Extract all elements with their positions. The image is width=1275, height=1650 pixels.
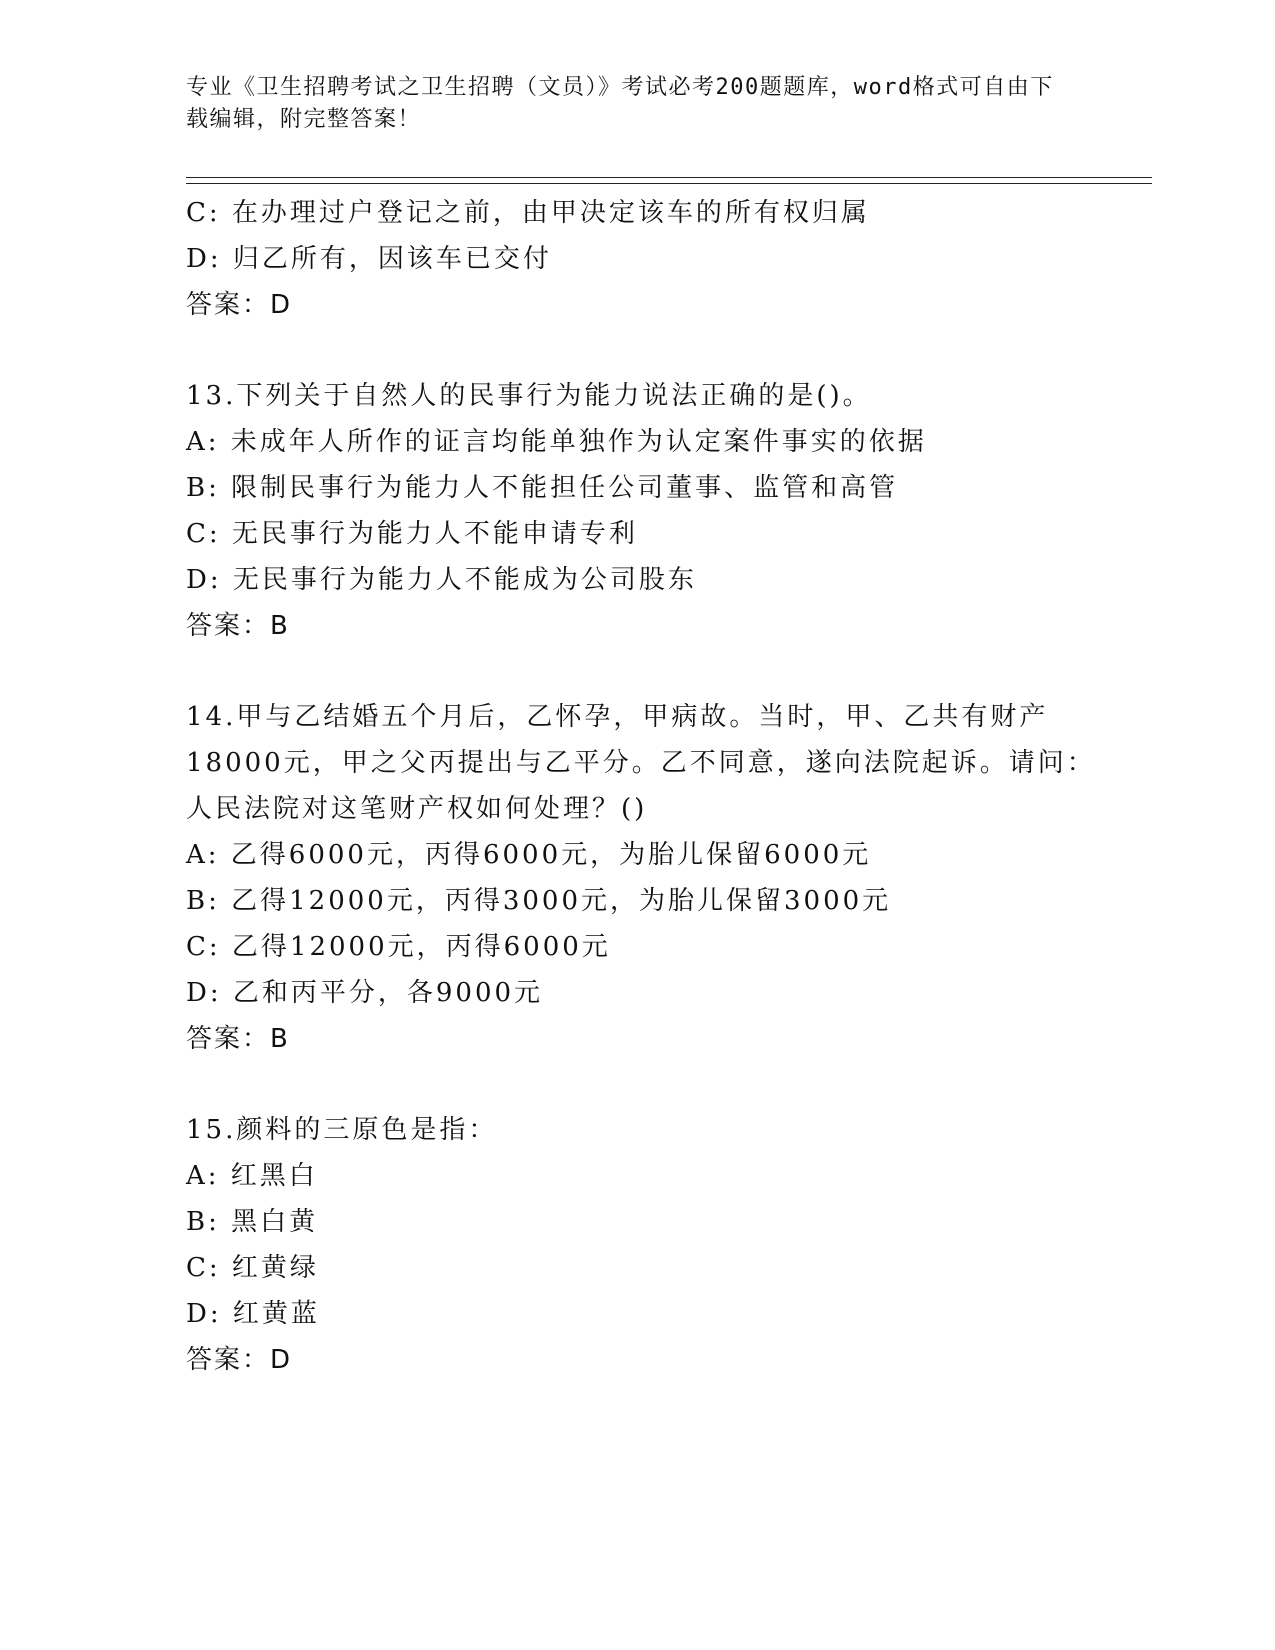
header-divider-top [186,177,1152,178]
option-b: B: 黑白黄 [186,1207,319,1237]
answer: 答案：B [186,611,290,641]
question-block-13 [186,373,1086,649]
question-stem-line-2: 18000元，甲之父丙提出与乙平分。乙不同意，遂向法院起诉。请问： [186,748,1096,778]
option-a: A: 红黑白 [186,1161,318,1191]
spacer [186,649,1086,694]
header-divider-bottom [186,183,1152,184]
question-list [186,190,1096,1383]
question-stem-line-1: 14.甲与乙结婚五个月后，乙怀孕，甲病故。当时，甲、乙共有财产 [186,702,1049,732]
option-b: B: 限制民事行为能力人不能担任公司董事、监管和高管 [186,473,899,503]
answer: 答案：B [186,1024,290,1054]
spacer [186,1062,1086,1107]
question-block-14 [186,694,1096,1062]
question-block-12 [186,190,1086,328]
option-c: C: 乙得12000元，丙得6000元 [186,932,611,962]
option-a: A: 未成年人所作的证言均能单独作为认定案件事实的依据 [186,427,927,457]
question-stem-line-3: 人民法院对这笔财产权如何处理？() [186,794,648,824]
option-c: C: 无民事行为能力人不能申请专利 [186,519,638,549]
spacer [186,328,1086,373]
option-d: D: 无民事行为能力人不能成为公司股东 [186,565,697,595]
option-d: D: 红黄蓝 [186,1299,320,1329]
option-d: D: 乙和丙平分，各9000元 [186,978,544,1008]
answer: 答案：D [186,1345,293,1375]
question-block-15 [186,1107,1086,1383]
question-stem: 15.颜料的三原色是指： [186,1115,498,1145]
question-stem: 13.下列关于自然人的民事行为能力说法正确的是()。 [186,381,872,411]
option-b: B: 乙得12000元，丙得3000元，为胎儿保留3000元 [186,886,892,916]
option-c: C: 红黄绿 [186,1253,319,1283]
option-a: A: 乙得6000元，丙得6000元，为胎儿保留6000元 [186,840,872,870]
option-c: C: 在办理过户登记之前，由甲决定该车的所有权归属 [186,198,870,228]
answer: 答案：D [186,290,293,320]
document-header: 专业《卫生招聘考试之卫生招聘（文员）》考试必考200题题库，word格式可自由下载编辑，附完整答案！ [186,75,1054,132]
option-d: D: 归乙所有，因该车已交付 [186,244,552,274]
